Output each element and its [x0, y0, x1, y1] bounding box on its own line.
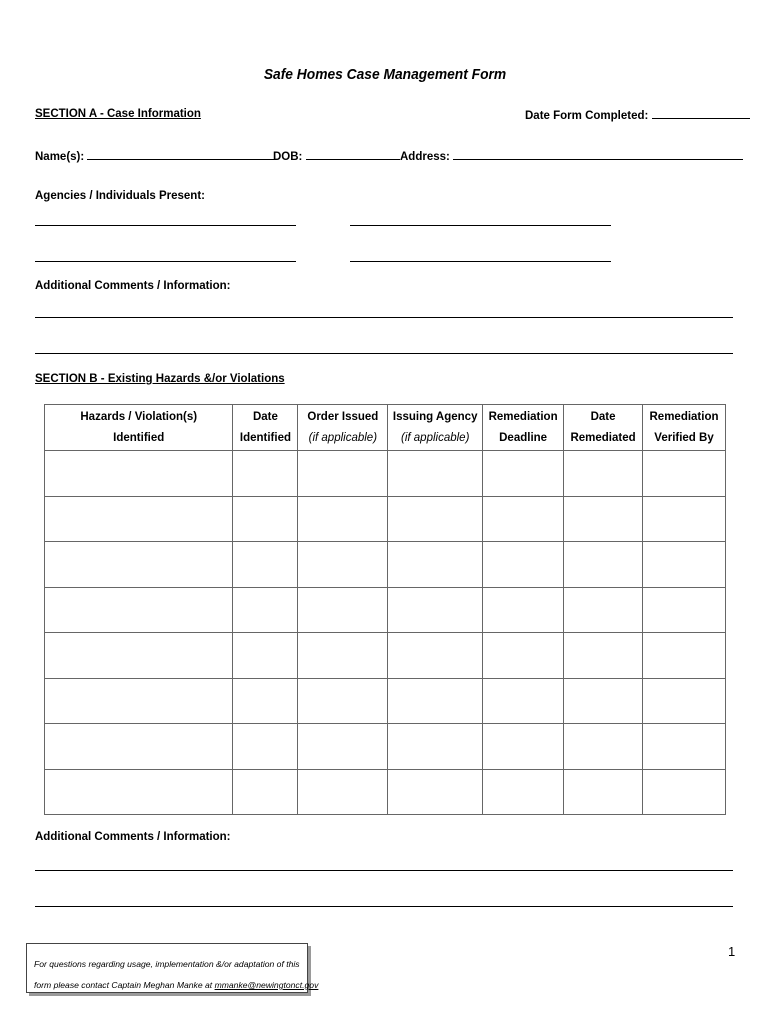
table-cell[interactable] — [45, 587, 233, 633]
table-cell[interactable] — [564, 542, 643, 588]
column-header-5 — [483, 405, 564, 451]
column-header-line2: (if applicable) — [401, 431, 470, 444]
address-line[interactable] — [453, 149, 743, 160]
table-cell[interactable] — [233, 587, 298, 633]
section-b-comment-line-1[interactable] — [35, 870, 733, 871]
table-cell[interactable] — [45, 633, 233, 679]
column-header-line2: (if applicable) — [308, 431, 378, 444]
column-header-line1: Date — [590, 410, 616, 423]
table-cell[interactable] — [298, 451, 388, 497]
table-cell[interactable] — [643, 724, 726, 770]
agency-line-3[interactable] — [35, 261, 296, 262]
agency-line-2[interactable] — [350, 225, 611, 226]
hazards-table — [44, 404, 726, 815]
table-cell[interactable] — [298, 769, 388, 815]
agency-line-1[interactable] — [35, 225, 296, 226]
table-cell[interactable] — [388, 496, 483, 542]
section-a-comments-label: Additional Comments / Information: — [35, 280, 231, 292]
agencies-label: Agencies / Individuals Present: — [35, 190, 205, 202]
section-b-comment-line-2[interactable] — [35, 906, 733, 907]
column-header-line2: Identified — [113, 431, 165, 444]
table-header-row — [45, 405, 726, 451]
section-a-comment-line-2[interactable] — [35, 353, 733, 354]
table-cell[interactable] — [643, 769, 726, 815]
table-cell[interactable] — [564, 451, 643, 497]
page-number: 1 — [728, 944, 736, 959]
table-cell[interactable] — [483, 496, 564, 542]
column-header-line2: Remediated — [570, 431, 636, 444]
table-cell[interactable] — [643, 587, 726, 633]
column-header-line2: Verified By — [654, 431, 714, 444]
column-header-4 — [388, 405, 483, 451]
contact-email-link[interactable]: mmanke@newingtonct.gov — [214, 980, 319, 990]
table-cell[interactable] — [298, 587, 388, 633]
column-header-line2: Identified — [239, 431, 292, 444]
column-header-line1: Remediation — [488, 410, 558, 423]
table-cell[interactable] — [643, 496, 726, 542]
table-cell[interactable] — [233, 678, 298, 724]
dob-field[interactable] — [273, 149, 400, 163]
column-header-1 — [45, 405, 233, 451]
contact-note-line2 — [34, 975, 319, 996]
table-cell[interactable] — [564, 496, 643, 542]
contact-note-line1: For questions regarding usage, implementation &/or adaptation of this — [34, 959, 300, 969]
table-cell[interactable] — [388, 587, 483, 633]
table-row — [45, 451, 726, 497]
table-cell[interactable] — [233, 633, 298, 679]
table-row — [45, 587, 726, 633]
column-header-3 — [298, 405, 388, 451]
address-label: Address: — [400, 151, 450, 163]
table-cell[interactable] — [483, 542, 564, 588]
table-cell[interactable] — [564, 769, 643, 815]
table-row — [45, 496, 726, 542]
table-cell[interactable] — [45, 678, 233, 724]
table-cell[interactable] — [564, 633, 643, 679]
date-completed-line[interactable] — [652, 108, 750, 119]
table-cell[interactable] — [298, 542, 388, 588]
date-completed-field[interactable] — [525, 108, 750, 122]
names-label: Name(s): — [35, 151, 85, 163]
table-cell[interactable] — [233, 542, 298, 588]
table-cell[interactable] — [564, 724, 643, 770]
table-cell[interactable] — [233, 724, 298, 770]
table-cell[interactable] — [45, 542, 233, 588]
table-cell[interactable] — [483, 678, 564, 724]
table-cell[interactable] — [298, 633, 388, 679]
column-header-6 — [564, 405, 643, 451]
table-cell[interactable] — [233, 769, 298, 815]
table-row — [45, 724, 726, 770]
agency-line-4[interactable] — [350, 261, 611, 262]
names-line[interactable] — [87, 149, 277, 160]
table-cell[interactable] — [388, 724, 483, 770]
section-b-comments-label: Additional Comments / Information: — [35, 831, 231, 843]
table-cell[interactable] — [45, 769, 233, 815]
table-cell[interactable] — [233, 451, 298, 497]
contact-note-prefix: form please contact Captain Meghan Manke at — [34, 980, 215, 990]
table-cell[interactable] — [483, 633, 564, 679]
column-header-7 — [643, 405, 726, 451]
table-row — [45, 678, 726, 724]
table-cell[interactable] — [388, 769, 483, 815]
table-cell[interactable] — [298, 724, 388, 770]
table-cell[interactable] — [483, 587, 564, 633]
table-row — [45, 542, 726, 588]
table-cell[interactable] — [643, 633, 726, 679]
table-cell[interactable] — [483, 769, 564, 815]
column-header-line1: Date — [252, 410, 278, 423]
contact-note-box — [26, 943, 319, 993]
table-cell[interactable] — [45, 724, 233, 770]
dob-label: DOB: — [273, 151, 303, 163]
table-cell[interactable] — [388, 542, 483, 588]
column-header-line1: Hazards / Violation(s) — [80, 410, 198, 423]
table-row — [45, 769, 726, 815]
address-field[interactable] — [400, 149, 743, 163]
table-cell[interactable] — [298, 678, 388, 724]
column-header-line1: Order Issued — [307, 410, 379, 423]
table-cell[interactable] — [45, 451, 233, 497]
section-a-heading: SECTION A - Case Information — [35, 108, 201, 120]
table-cell[interactable] — [643, 678, 726, 724]
section-b-heading: SECTION B - Existing Hazards &/or Violations — [35, 373, 285, 385]
names-field[interactable] — [35, 149, 277, 163]
table-cell[interactable] — [298, 496, 388, 542]
table-cell[interactable] — [483, 451, 564, 497]
table-cell[interactable] — [388, 633, 483, 679]
column-header-line1: Remediation — [649, 410, 719, 423]
dob-line[interactable] — [306, 149, 400, 160]
form-title: Safe Homes Case Management Form — [263, 66, 507, 83]
table-cell[interactable] — [45, 496, 233, 542]
date-completed-label: Date Form Completed: — [525, 110, 649, 122]
column-header-line2: Deadline — [499, 431, 548, 444]
table-cell[interactable] — [233, 496, 298, 542]
table-cell[interactable] — [564, 587, 643, 633]
column-header-2 — [233, 405, 298, 451]
table-cell[interactable] — [564, 678, 643, 724]
table-body — [45, 451, 726, 815]
table-row — [45, 633, 726, 679]
section-a-comment-line-1[interactable] — [35, 317, 733, 318]
table-cell[interactable] — [643, 542, 726, 588]
column-header-line1: Issuing Agency — [392, 410, 478, 423]
table-cell[interactable] — [388, 678, 483, 724]
table-cell[interactable] — [483, 724, 564, 770]
table-cell[interactable] — [388, 451, 483, 497]
table-cell[interactable] — [643, 451, 726, 497]
